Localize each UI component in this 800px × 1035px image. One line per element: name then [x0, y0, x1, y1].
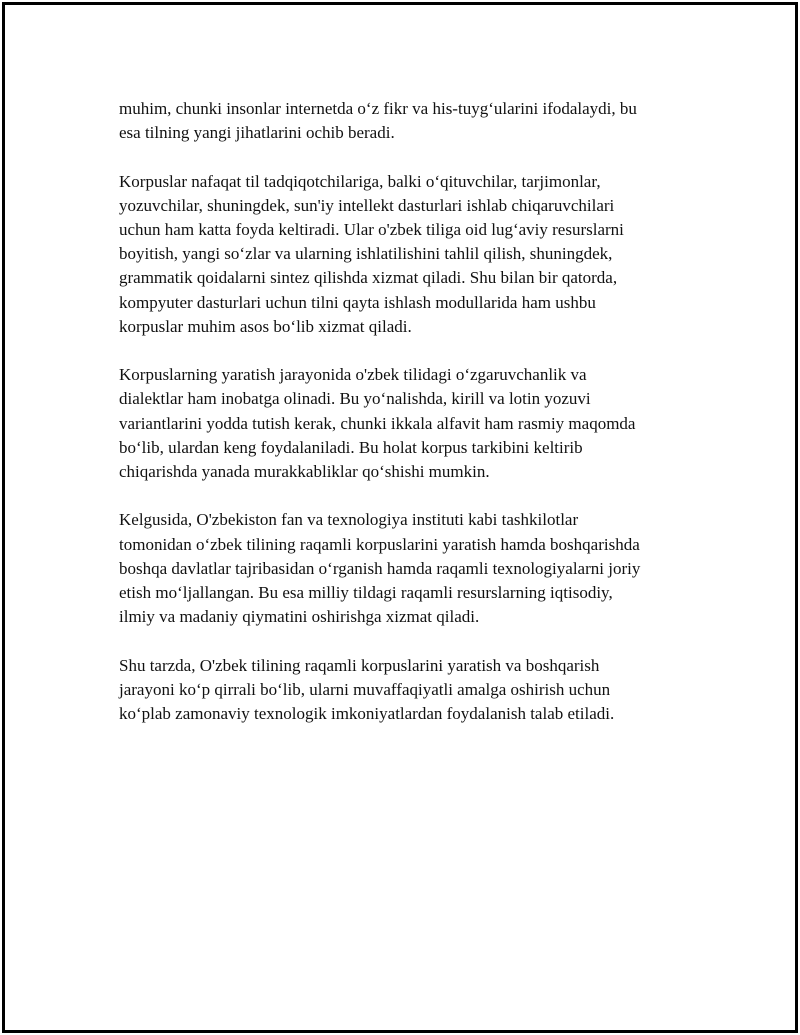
paragraph-3: Korpuslarning yaratish jarayonida o'zbek tilidagi o‘zgaruvchanlik va dialektlar ham inobatga olinadi. Bu yo‘nalishda, kirill va lotin yozuvi variantlarini yodda tutish kerak, chunki ikkala alfavit ham rasmiy maqomda bo‘lib, ulardan keng foydalaniladi. Bu holat korpus tarkibini keltirib chiqarishda yanada murakkabliklar qo‘shishi mumkin. — [119, 365, 636, 482]
paragraph-5: Shu tarzda, O'zbek tilining raqamli korpuslarini yaratish va boshqarish jarayoni ko‘p qirrali bo‘lib, ularni muvaffaqiyatli amalga oshirish uchun ko‘plab zamonaviy texnologik imkoniyatlardan foydalanish talab etiladi. — [119, 655, 615, 724]
paragraph-2: Korpuslar nafaqat til tadqiqotchilariga, balki o‘qituvchilar, tarjimonlar, yozuvchilar, shuningdek, sun'iy intellekt dasturlari ishlab chiqaruvchilari uchun ham katta foyda keltiradi. Ular o'zbek tiliga oid lug‘aviy resurslarni boyitish, yangi so‘zlar va ularning ishlatilishini tahlil qilish, shuningdek, grammatik qoidalarni sintez qilishda xizmat qiladi. Shu bilan bir qatorda, kompyuter dasturlari uchun tilni qayta ishlash modullarida ham ushbu korpuslar muhim asos bo‘lib xizmat qiladi. — [119, 171, 624, 336]
document-page — [2, 2, 798, 1033]
paragraph-1: muhim, chunki insonlar internetda o‘z fikr va his-tuyg‘ularini ifodalaydi, bu esa tilning yangi jihatlarini ochib beradi. — [119, 99, 637, 143]
paragraph-4: Kelgusida, O'zbekiston fan va texnologiya instituti kabi tashkilotlar tomonidan o‘zbek tilining raqamli korpuslarini yaratish hamda boshqarishda boshqa davlatlar tajribasidan o‘rganish hamda raqamli texnologiyalarni joriy etish mo‘ljallangan. Bu esa milliy tildagi raqamli resurslarning iqtisodiy, ilmiy va madaniy qiymatini oshirishga xizmat qiladi. — [119, 510, 641, 627]
document-body — [119, 97, 689, 750]
